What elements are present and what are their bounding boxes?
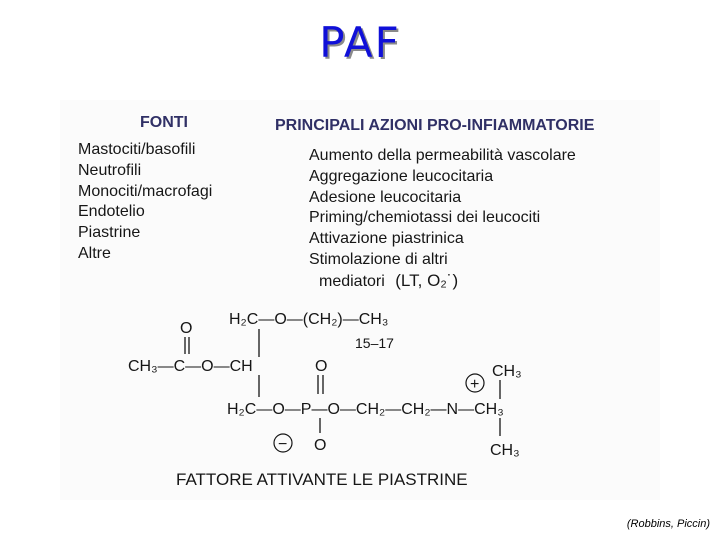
source-item: Altre — [78, 244, 111, 262]
phosphoryl-oxygen: O — [315, 358, 328, 375]
chain-length-text: 15–17 — [355, 335, 394, 351]
mediators-label: mediatori — [319, 272, 385, 290]
page-title: PAF — [319, 18, 401, 67]
source-item: Endotelio — [78, 203, 145, 221]
action-item: Priming/chemiotassi dei leucociti — [309, 209, 541, 227]
action-item: Adesione leucocitaria — [309, 188, 462, 206]
n-methyl-top-text: CH₃ — [492, 363, 522, 380]
action-item: Aumento della permeabilità vascolare — [309, 147, 576, 164]
figure-caption: FATTORE ATTIVANTE LE PIASTRINE — [176, 470, 468, 489]
source-item: Mastociti/basofili — [78, 141, 196, 158]
positive-charge-sign: + — [470, 376, 480, 393]
mediators-examples: (LT, O₂˙) — [395, 270, 459, 290]
n-methyl-bottom-text: CH₃ — [490, 442, 520, 459]
acetyl-ester-text: CH₃—C—O—CH — [128, 358, 253, 375]
action-item: Attivazione piastrinica — [309, 230, 464, 248]
acetyl-carbonyl-oxygen: O — [180, 320, 193, 337]
phosphate-oxygen-bottom: O — [314, 437, 327, 454]
negative-charge-sign: − — [278, 436, 288, 453]
action-item: Aggregazione leucocitaria — [309, 167, 494, 185]
action-item: Stimolazione di altri — [309, 250, 448, 268]
actions-heading: PRINCIPALI AZIONI PRO-INFIAMMATORIE — [275, 117, 595, 134]
source-credit: (Robbins, Piccin) — [626, 518, 710, 530]
ether-chain-text: H₂C—O—(CH₂)—CH₃ — [229, 311, 389, 328]
source-item: Piastrine — [78, 224, 141, 242]
phosphocholine-text: H₂C—O—P—O—CH₂—CH₂—N—CH₃ — [227, 401, 504, 418]
sources-heading: FONTI — [140, 114, 188, 131]
source-item: Neutrofili — [78, 161, 142, 179]
source-item: Monociti/macrofagi — [78, 182, 213, 200]
